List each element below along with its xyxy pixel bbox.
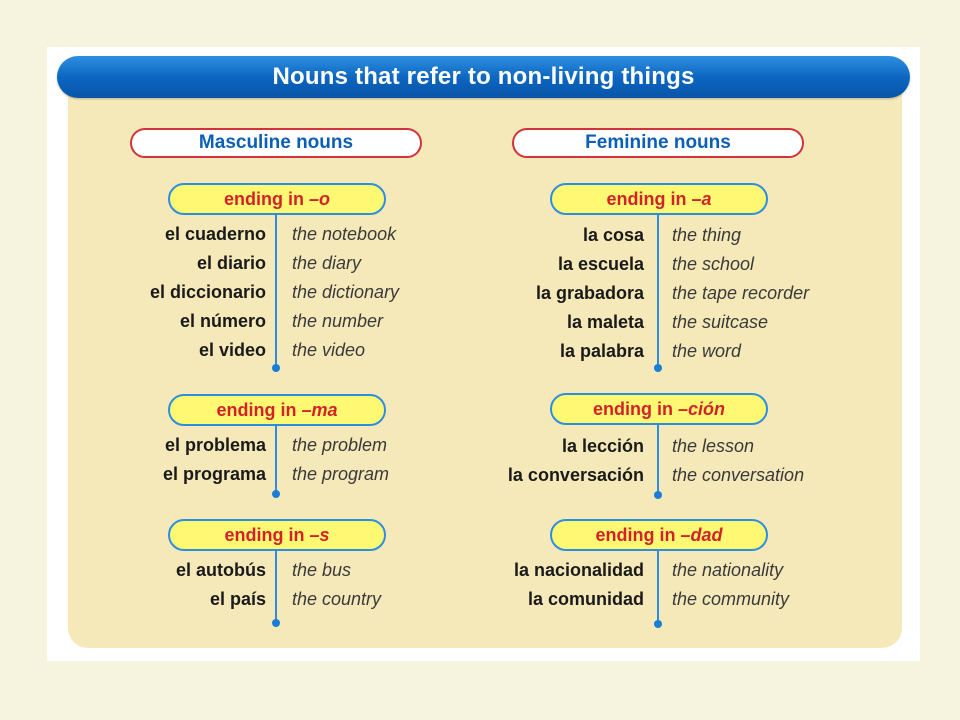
english-translation: the suitcase <box>672 312 769 332</box>
list-item <box>672 222 872 248</box>
stem-end-dot <box>272 490 280 498</box>
ending-pill-o <box>168 183 386 215</box>
list-item <box>0 586 266 612</box>
list-item <box>0 308 266 334</box>
ending-label: ending in <box>216 399 297 420</box>
list-item <box>672 280 872 306</box>
list-item <box>672 338 872 364</box>
list-item <box>0 337 266 363</box>
english-translation: the notebook <box>292 224 397 244</box>
ending-pill-ma <box>168 394 386 426</box>
stem-end-dot <box>654 491 662 499</box>
english-translation: the word <box>672 341 742 361</box>
english-translation: the community <box>672 589 790 609</box>
ending-label: ending in <box>606 188 687 209</box>
english-translation: the bus <box>292 560 352 580</box>
spanish-noun: el diccionario <box>149 282 266 302</box>
ending-pill-cion <box>550 393 768 425</box>
stem-end-dot <box>654 364 662 372</box>
stem-line <box>657 214 659 366</box>
ending-label: ending in <box>592 398 673 419</box>
list-item <box>0 432 266 458</box>
list-item <box>300 251 644 277</box>
list-item <box>672 309 872 335</box>
spanish-noun: la maleta <box>566 312 644 332</box>
spanish-noun: la conversación <box>507 465 644 485</box>
ending-pill-a <box>550 183 768 215</box>
list-item <box>672 586 872 612</box>
spanish-noun: la escuela <box>557 254 644 274</box>
spanish-noun: la nacionalidad <box>513 560 644 580</box>
stem-line <box>657 424 659 494</box>
spanish-noun: el programa <box>162 464 266 484</box>
stem-line <box>275 214 277 366</box>
english-translation: the number <box>292 311 384 331</box>
list-item <box>300 462 644 488</box>
ending-pill-dad <box>550 519 768 551</box>
page-title: Nouns that refer to non-living things <box>57 56 910 98</box>
list-item <box>0 461 266 487</box>
ending-suffix: –o <box>308 188 330 209</box>
ending-pill-s <box>168 519 386 551</box>
english-translation: the tape recorder <box>672 283 810 303</box>
spanish-noun: el problema <box>164 435 266 455</box>
feminine-header: Feminine nouns <box>512 128 804 158</box>
english-translation: the problem <box>292 435 388 455</box>
english-translation: the video <box>292 340 366 360</box>
spanish-noun: la lección <box>561 436 644 456</box>
ending-label: ending in <box>224 524 305 545</box>
spanish-noun: la comunidad <box>527 589 644 609</box>
list-item <box>0 557 266 583</box>
list-item <box>300 433 644 459</box>
spanish-noun: el número <box>179 311 266 331</box>
english-translation: the diary <box>292 253 362 273</box>
list-item <box>300 280 644 306</box>
english-translation: the program <box>292 464 390 484</box>
ending-label: ending in <box>223 188 304 209</box>
list-item <box>300 557 644 583</box>
ending-suffix: –dad <box>680 524 723 545</box>
stem-line <box>657 550 659 622</box>
spanish-noun: el diario <box>196 253 266 273</box>
spanish-noun: la cosa <box>582 225 644 245</box>
stem-end-dot <box>272 619 280 627</box>
english-translation: the thing <box>672 225 742 245</box>
spanish-noun: el cuaderno <box>164 224 266 244</box>
english-translation: the nationality <box>672 560 784 580</box>
ending-suffix: –a <box>691 188 712 209</box>
spanish-noun: el video <box>198 340 266 360</box>
list-item <box>672 433 872 459</box>
ending-suffix: –s <box>309 524 330 545</box>
list-item <box>672 557 872 583</box>
spanish-noun: el país <box>209 589 266 609</box>
ending-label: ending in <box>595 524 676 545</box>
stem-end-dot <box>272 364 280 372</box>
list-item <box>0 279 266 305</box>
english-translation: the lesson <box>672 436 755 456</box>
stem-line <box>275 425 277 493</box>
english-translation: the conversation <box>672 465 805 485</box>
english-translation: the dictionary <box>292 282 400 302</box>
list-item <box>300 338 644 364</box>
spanish-noun: el autobús <box>175 560 266 580</box>
list-item <box>300 222 644 248</box>
english-translation: the country <box>292 589 382 609</box>
list-item <box>672 462 872 488</box>
list-item <box>300 586 644 612</box>
list-item <box>672 251 872 277</box>
english-translation: the school <box>672 254 755 274</box>
spanish-noun: la palabra <box>559 341 644 361</box>
ending-suffix: –ma <box>301 399 338 420</box>
masculine-header: Masculine nouns <box>130 128 422 158</box>
list-item <box>0 221 266 247</box>
stem-line <box>275 550 277 622</box>
list-item <box>0 250 266 276</box>
list-item <box>300 309 644 335</box>
ending-suffix: –ción <box>677 398 725 419</box>
spanish-noun: la grabadora <box>535 283 644 303</box>
stem-end-dot <box>654 620 662 628</box>
